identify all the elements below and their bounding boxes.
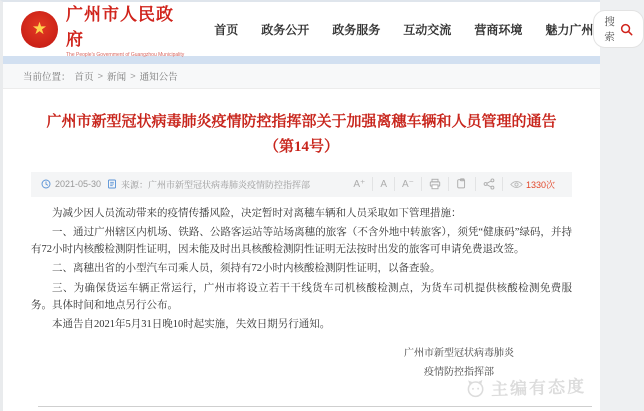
bottom-divider [38,406,592,407]
document-icon [107,179,117,189]
search-icon [620,23,633,36]
breadcrumb-news[interactable]: 新闻 [107,72,127,83]
nav-item-gov-services[interactable]: 政务服务 [332,22,381,37]
font-smaller-button[interactable]: A⁻ [394,177,421,191]
share-icon [483,178,495,190]
paragraph: 二、离穗出省的小型汽车司乘人员，须持有72小时内核酸检测阴性证明，以备查验。 [52,263,441,275]
site-header [3,2,615,58]
watermark-text: 主编有态度 [490,376,587,400]
nav-item-gov-disclosure[interactable]: 政务公开 [261,22,310,37]
search-button[interactable] [593,10,644,48]
site-title: 广州市人民政府 [66,5,174,49]
nav-item-home[interactable]: 首页 [214,22,239,37]
font-normal-button[interactable]: A [372,177,394,191]
source-item [107,178,310,191]
cat-face-icon [465,377,487,399]
nav-item-charm-guangzhou[interactable]: 魅力广州 [545,22,594,37]
emblem-star-icon: ★ [31,18,48,38]
publish-date: 2021-05-30 [55,179,102,189]
signature-line2: 疫情防控指挥部 [424,366,494,378]
breadcrumb-separator: > [130,70,136,82]
article-source: 来源：广州市新型冠状病毒肺炎疫情防控指挥部 [121,179,311,190]
signature-line1: 广州市新型冠状病毒肺炎 [404,347,514,359]
article-body [31,205,572,334]
paragraph: 一、通过广州辖区内机场、铁路、公路客运站等站场离穗的旅客（不含外地中转旅客），须凭“健康码”绿码，并持有72小时内核酸检测阴性证明，因未能及时出具核酸检测阴性证明无法按时出发的旅客可申请免费退改签。 [31,226,572,256]
clock-icon [41,179,51,189]
printer-icon [429,178,441,190]
breadcrumb-prefix: 当前位置： [23,72,71,83]
view-count-value: 1330次 [525,179,555,190]
site-title-block [66,0,184,58]
paragraph: 为减少因人员流动带来的疫情传播风险，决定暂时对离穗车辆和人员采取如下管理措施： [52,207,462,219]
share-button[interactable] [475,177,502,191]
article-container [3,110,600,378]
search-label: 搜索 [604,16,615,43]
site-title-en: The People's Government of Guangzhou Municipality [66,52,185,58]
view-count [502,177,562,191]
copy-button[interactable] [448,177,475,191]
nav-item-business-env[interactable]: 营商环境 [474,22,523,37]
national-emblem-icon [21,11,58,48]
font-larger-button[interactable]: A⁺ [353,178,366,190]
article-title: 广州市新型冠状病毒肺炎疫情防控指挥部关于加强离穗车辆和人员管理的通告（第14号） [46,114,557,155]
eye-icon [510,179,523,190]
article-toolbar [346,177,562,191]
main-nav [214,21,593,38]
print-button[interactable] [421,177,448,191]
breadcrumb-home[interactable]: 首页 [74,72,94,83]
article-meta-left [41,178,310,191]
breadcrumb-separator: > [97,70,104,82]
article-meta-bar [31,172,572,197]
breadcrumb-notices[interactable]: 通知公告 [139,72,178,83]
copy-icon [456,178,468,190]
watermark [465,372,587,401]
paragraph: 三、为确保货运车辆正常运行，广州市将设立若干干线货车司机核酸检测点，为货车司机提供核酸检测免费服务。具体时间和地点另行公布。 [31,282,572,312]
breadcrumb [3,64,600,89]
nav-item-interaction[interactable]: 互动交流 [403,22,452,37]
site-logo[interactable] [21,0,184,58]
paragraph: 本通告自2021年5月31日晚10时起实施，失效日期另行通知。 [52,319,331,331]
publish-date-item [41,179,101,189]
